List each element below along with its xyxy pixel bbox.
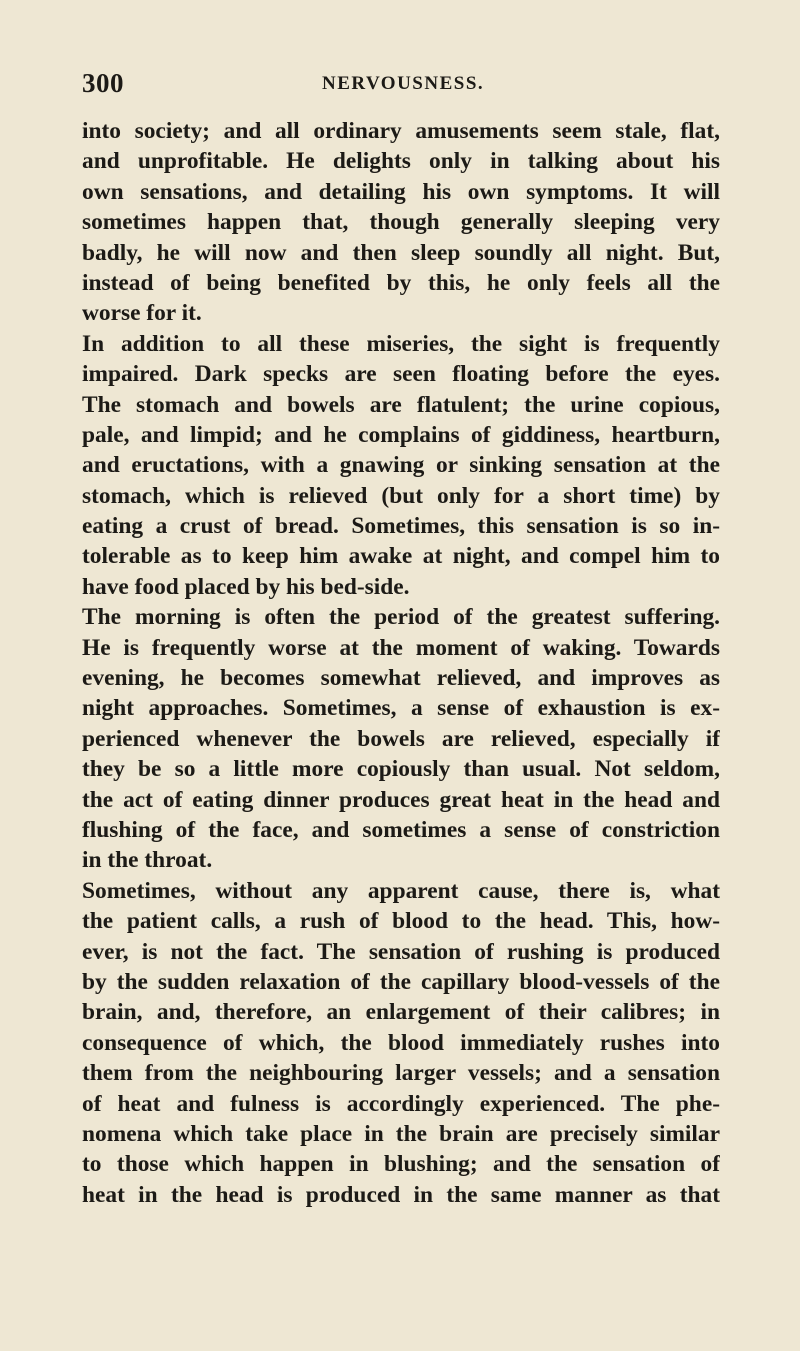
- text-line: in the throat.: [82, 847, 213, 874]
- text-line: ever, is not the fact. The sensation of rushing is produced: [82, 938, 720, 965]
- text-line: The morning is often the period of the greatest suffering.: [82, 604, 720, 631]
- text-line: own sensations, and detailing his own symptoms. It will: [82, 178, 720, 205]
- text-line: of heat and fulness is accordingly experienced. The phe-: [82, 1090, 720, 1117]
- text-line: The stomach and bowels are flatulent; the urine copious,: [82, 391, 720, 418]
- text-line: them from the neighbouring larger vessels; and a sensation: [82, 1060, 720, 1087]
- text-line: tolerable as to keep him awake at night, and compel him to: [82, 543, 720, 570]
- body-text: [82, 116, 720, 1210]
- text-line: night approaches. Sometimes, a sense of exhaustion is ex-: [82, 695, 720, 722]
- text-line: into society; and all ordinary amusements seem stale, flat,: [82, 118, 720, 144]
- text-line: evening, he becomes somewhat relieved, and improves as: [82, 665, 720, 692]
- text-line: by the sudden relaxation of the capillary blood-vessels of the: [82, 968, 720, 995]
- text-line: He is frequently worse at the moment of waking. Towards: [82, 634, 720, 661]
- text-line: brain, and, therefore, an enlargement of their calibres; in: [82, 999, 720, 1026]
- text-line: worse for it.: [82, 300, 202, 327]
- text-line: heat in the head is produced in the same manner as that: [82, 1181, 720, 1208]
- text-line: impaired. Dark specks are seen floating before the eyes.: [82, 361, 720, 388]
- text-line: stomach, which is relieved (but only for a short time) by: [82, 482, 720, 509]
- text-line: Sometimes, without any apparent cause, there is, what: [82, 877, 720, 904]
- text-line: sometimes happen that, though generally sleeping very: [82, 209, 720, 236]
- text-line: the patient calls, a rush of blood to the head. This, how-: [82, 908, 720, 935]
- text-line: nomena which take place in the brain are precisely similar: [82, 1120, 720, 1147]
- text-line: and eructations, with a gnawing or sinking sensation at the: [82, 452, 720, 479]
- text-line: flushing of the face, and sometimes a sense of constriction: [82, 816, 720, 843]
- running-title: NERVOUSNESS.: [322, 73, 485, 94]
- text-line: perienced whenever the bowels are relieved, especially if: [82, 725, 720, 752]
- text-line: eating a crust of bread. Sometimes, this sensation is so in-: [82, 513, 720, 540]
- running-head: [82, 68, 722, 98]
- text-line: pale, and limpid; and he complains of giddiness, heartburn,: [82, 421, 720, 448]
- text-line: instead of being benefited by this, he only feels all the: [82, 269, 720, 296]
- text-line: badly, he will now and then sleep soundly all night. But,: [82, 239, 720, 266]
- text-line: and unprofitable. He delights only in talking about his: [82, 148, 720, 175]
- text-line: to those which happen in blushing; and the sensation of: [82, 1151, 720, 1178]
- text-line: the act of eating dinner produces great heat in the head and: [82, 786, 720, 813]
- text-line: have food placed by his bed-side.: [82, 573, 410, 600]
- page-number: 300: [82, 68, 124, 98]
- text-line: In addition to all these miseries, the sight is frequently: [82, 330, 720, 357]
- text-line: consequence of which, the blood immediately rushes into: [82, 1029, 720, 1056]
- text-line: they be so a little more copiously than usual. Not seldom,: [82, 756, 720, 783]
